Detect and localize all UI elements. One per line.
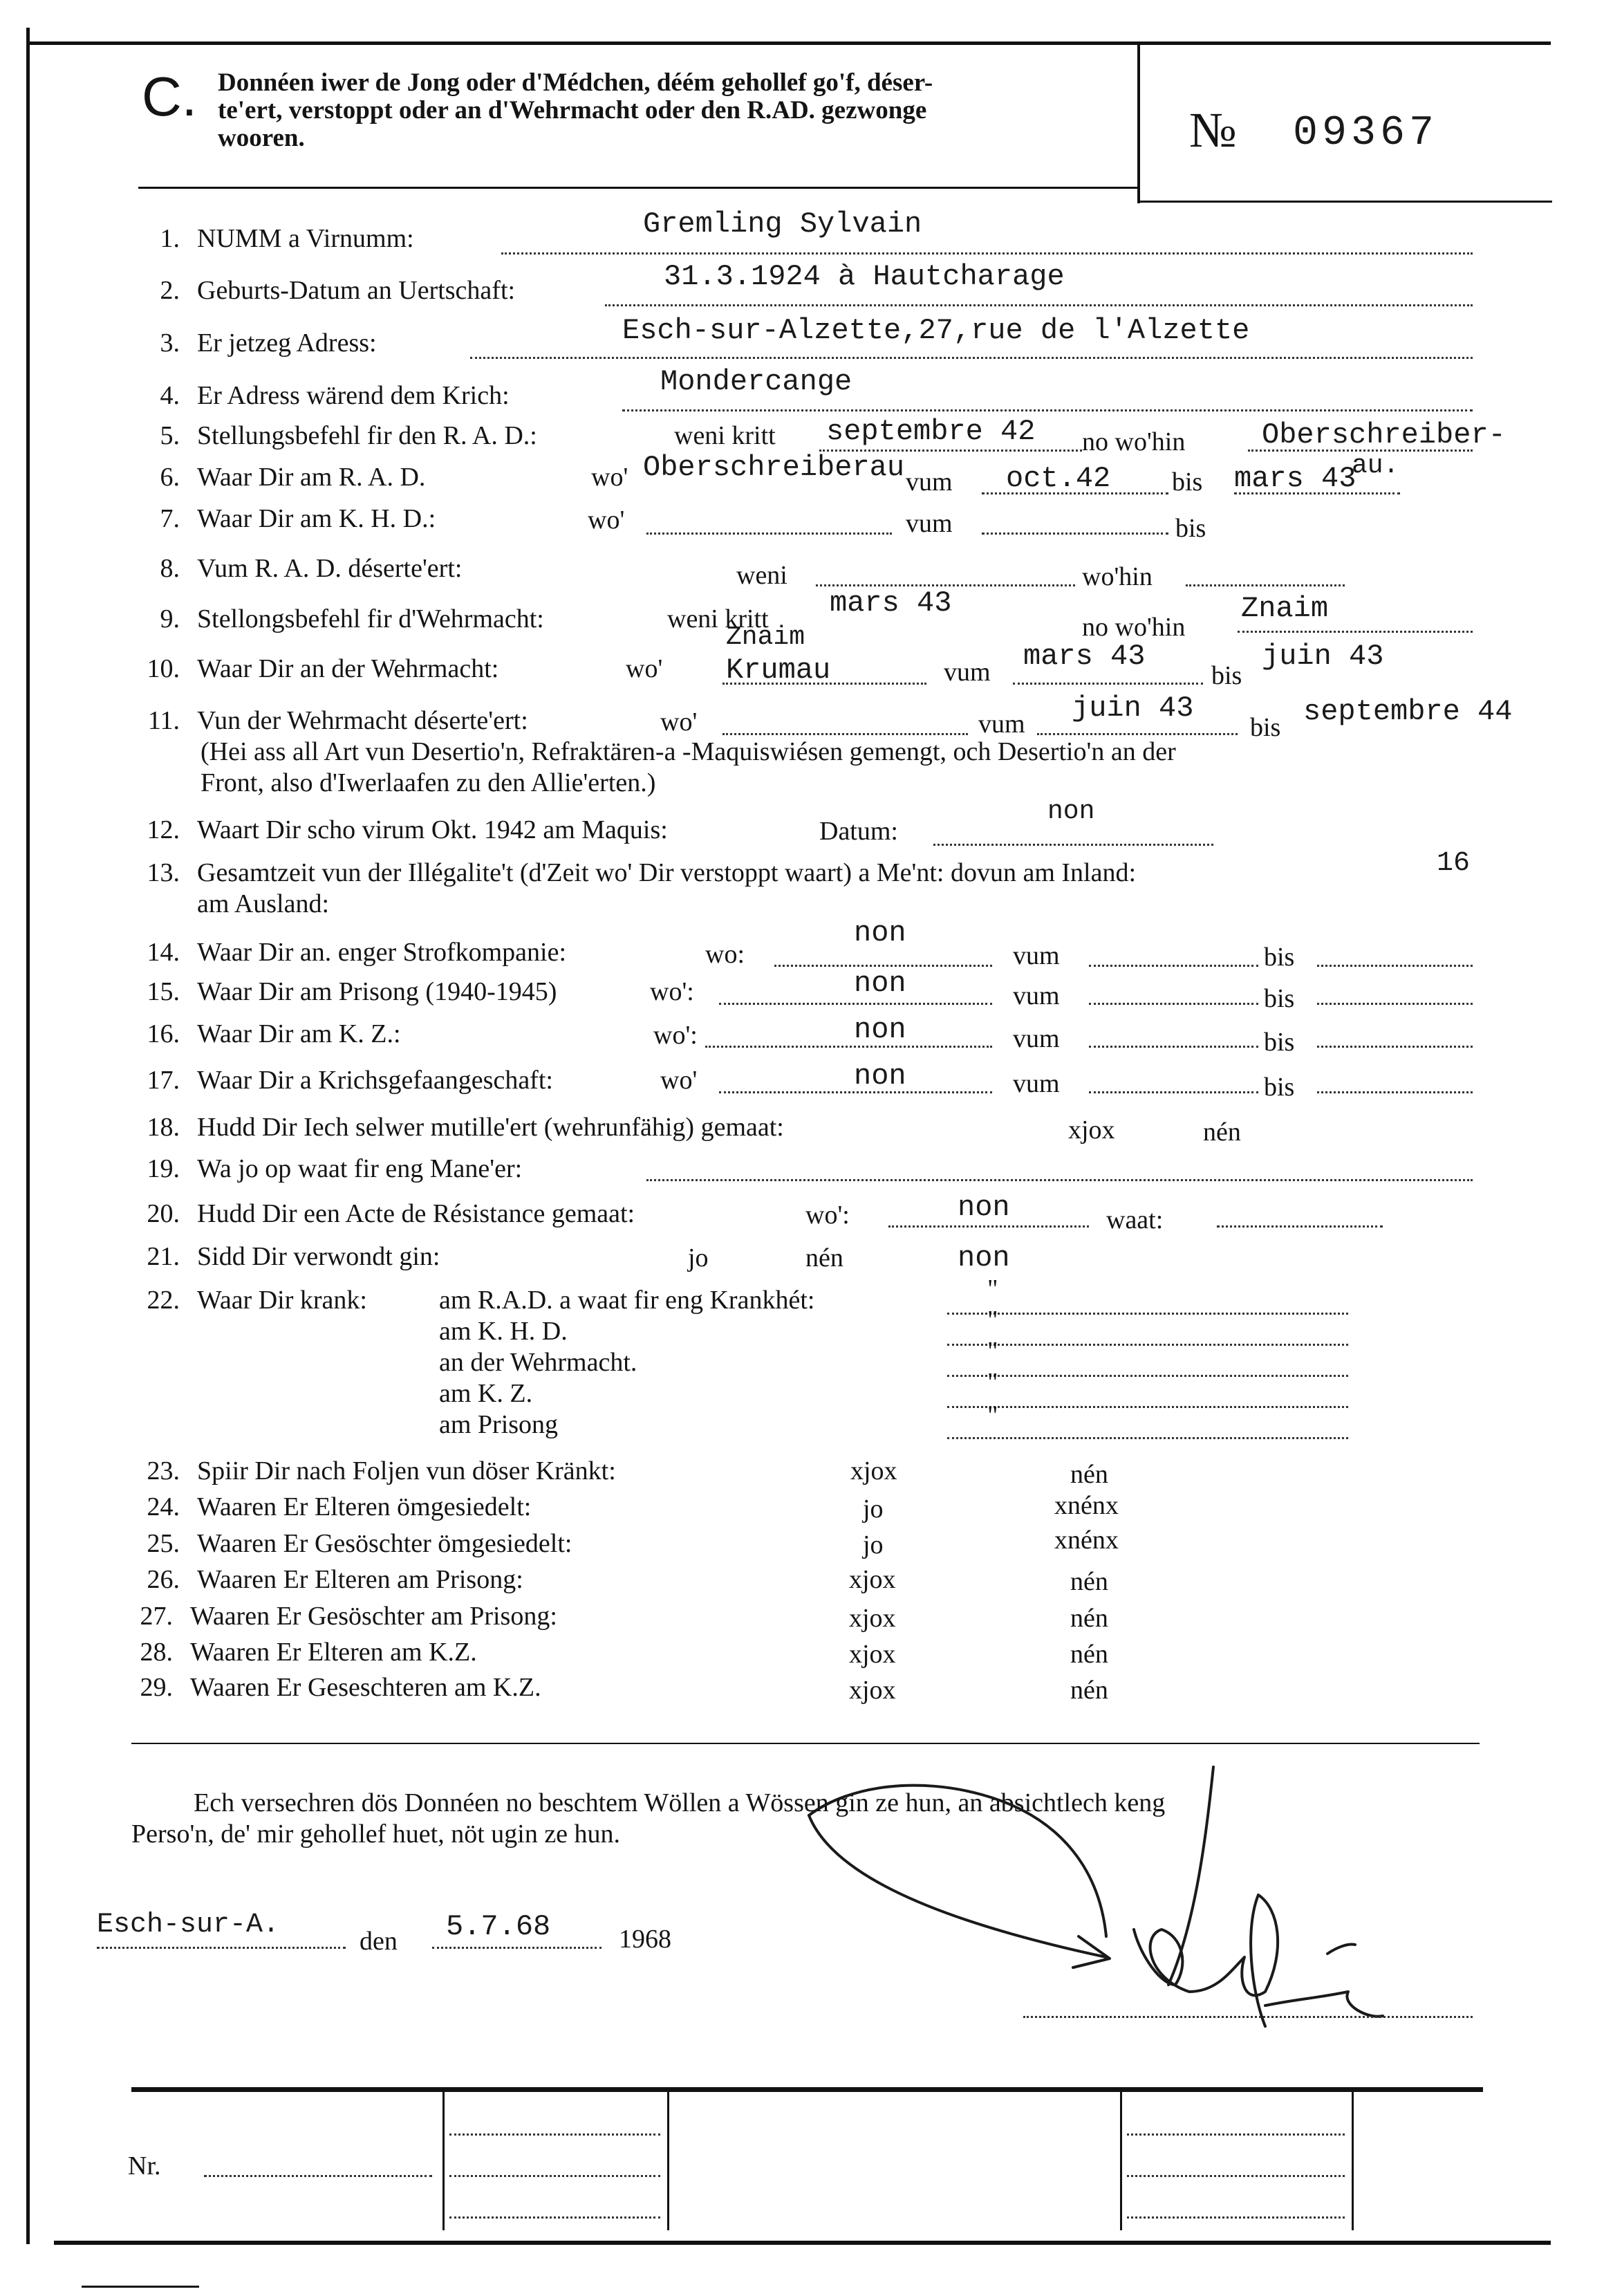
label-bis: bis — [1264, 1028, 1295, 1057]
footer-line — [1127, 2216, 1345, 2219]
label-vum: vum — [906, 467, 953, 497]
answer-line — [1013, 683, 1203, 685]
label-wo: wo' — [660, 707, 698, 737]
footer-line — [449, 2133, 660, 2136]
label-wo: wo': — [650, 977, 694, 1006]
row-label: Waaren Er Elteren ömgesiedelt: — [197, 1492, 532, 1521]
footer-line — [449, 2216, 660, 2219]
illness-khd-label: am K. H. D. — [439, 1317, 568, 1346]
answer-nen: nén — [805, 1243, 843, 1272]
answer-line — [432, 1947, 602, 1949]
left-border — [26, 28, 30, 2244]
number-sign: № — [1189, 102, 1237, 158]
label-wohin: wo'hin — [1082, 562, 1153, 591]
footer-line — [449, 2175, 660, 2177]
row-label: Sidd Dir verwondt gin: — [197, 1242, 440, 1271]
label-wo: wo' — [588, 506, 625, 535]
answer-jo: xjox — [849, 1604, 896, 1633]
label-vum: vum — [1013, 981, 1060, 1010]
label-weni: weni kritt — [667, 604, 769, 633]
answer-address: Esch-sur-Alzette,27,rue de l'Alzette — [622, 314, 1250, 347]
row-number: 5. — [160, 421, 180, 450]
answer-line — [1089, 1003, 1258, 1005]
row-label: Spiir Dir nach Foljen vun döser Kränkt: — [197, 1456, 616, 1485]
declaration-line1: Ech versechren dös Donnéen no beschtem Wöllen a Wössen gin ze hun, an absichtlech keng — [194, 1788, 1166, 1817]
row-label: Waaren Er Gesöschter ömgesiedelt: — [197, 1529, 572, 1558]
label-bis: bis — [1264, 943, 1295, 972]
label-vum: vum — [978, 710, 1025, 739]
row-label: Waar Dir am R. A. D. — [197, 463, 426, 492]
answer-line — [470, 357, 1473, 359]
label-ausland: am Ausland: — [197, 889, 330, 918]
answer-rad-to: mars 43 — [1234, 462, 1356, 495]
footer-nr-line — [204, 2175, 432, 2177]
footer-nr-label: Nr. — [128, 2151, 161, 2181]
footer-col-divider — [667, 2092, 669, 2230]
row-label: Waaren Er Elteren am Prisong: — [197, 1565, 523, 1594]
header-underline-left — [138, 187, 1137, 189]
footer-col-divider — [1352, 2092, 1354, 2230]
label-wohin: no wo'hin — [1082, 613, 1186, 642]
bottom-border — [54, 2241, 1551, 2245]
answer-kz: non — [854, 1013, 906, 1046]
row-label: Waar Dir am Prisong (1940-1945) — [197, 977, 557, 1006]
answer-line — [1217, 1225, 1383, 1228]
footer-line — [1127, 2133, 1345, 2136]
label-bis: bis — [1264, 1073, 1295, 1102]
answer-line — [947, 1313, 1348, 1315]
label-den: den — [360, 1927, 398, 1956]
answer-nen: nén — [1070, 1640, 1108, 1669]
answer-jo: jo — [863, 1530, 884, 1559]
answer-maquis: non — [1047, 797, 1095, 826]
answer-line — [1186, 584, 1345, 586]
row-number: 18. — [147, 1113, 180, 1142]
answer-line — [501, 252, 1473, 254]
answer-rad-order-where: Oberschreiber- — [1262, 418, 1506, 452]
form-number: 09367 — [1293, 110, 1439, 157]
answer-line — [705, 1046, 992, 1048]
row-number: 23. — [147, 1456, 180, 1485]
row-number: 4. — [160, 381, 180, 410]
label-vum: vum — [944, 658, 991, 687]
answer-line — [947, 1406, 1348, 1408]
row-label: Waart Dir scho virum Okt. 1942 am Maquis: — [197, 815, 668, 844]
label-vum: vum — [1013, 1069, 1060, 1098]
ditto-mark: " — [987, 1337, 998, 1366]
answer-line — [1238, 631, 1473, 633]
answer-line — [719, 1003, 992, 1005]
row-label: Hudd Dir Iech selwer mutille'ert (wehrunfähig) gemaat: — [197, 1113, 784, 1142]
answer-nen: nén — [1070, 1567, 1108, 1596]
row-number: 21. — [147, 1242, 180, 1271]
answer-wehrmacht-order-when: mars 43 — [830, 586, 952, 620]
label-vum: vum — [1013, 941, 1060, 970]
row-label: Vun der Wehrmacht déserte'ert: — [197, 706, 528, 735]
row-number: 15. — [147, 977, 180, 1006]
row-number: 2. — [160, 276, 180, 305]
answer-jo: jo — [688, 1243, 709, 1272]
ditto-mark: " — [987, 1368, 998, 1397]
label-weni: weni — [736, 561, 787, 590]
answer-pow: non — [854, 1059, 906, 1093]
answer-penal-company: non — [854, 916, 906, 950]
answer-line — [1037, 733, 1238, 735]
answer-nen: nén — [1203, 1118, 1241, 1147]
row-number: 9. — [160, 604, 180, 633]
label-datum: Datum: — [819, 817, 898, 846]
row-number: 12. — [147, 815, 180, 844]
answer-nen: nén — [1070, 1676, 1108, 1705]
answer-line — [1089, 965, 1258, 967]
bottom-mark — [82, 2286, 199, 2288]
answer-line — [947, 1344, 1348, 1346]
answer-wehrmacht-place: Krumau — [726, 654, 831, 687]
row-label: Stellongsbefehl fir d'Wehrmacht: — [197, 604, 544, 633]
label-wo: wo': — [805, 1201, 850, 1230]
answer-illegality-months: 16 — [1437, 848, 1471, 879]
answer-nen: xnénx — [1054, 1526, 1119, 1555]
label-bis: bis — [1211, 661, 1242, 690]
label-wo: wo: — [705, 940, 745, 969]
label-bis: bis — [1172, 467, 1203, 497]
answer-line — [1317, 1091, 1473, 1093]
row-label: Er jetzeg Adress: — [197, 328, 377, 358]
label-wo: wo' — [591, 463, 628, 492]
signature-date: 5.7.68 — [446, 1910, 551, 1943]
row-number: 17. — [147, 1066, 180, 1095]
answer-line — [947, 1375, 1348, 1377]
answer-wehrmacht-to: juin 43 — [1262, 640, 1384, 673]
row-label: Wa jo op waat fir eng Mane'er: — [197, 1154, 523, 1183]
row-number: 13. — [147, 858, 180, 887]
header-underline-right — [1137, 201, 1552, 203]
answer-wehrmacht-order-where: Znaim — [1241, 592, 1329, 625]
label-bis: bis — [1250, 713, 1281, 742]
answer-jo: xjox — [849, 1565, 896, 1594]
answer-jo: xjox — [849, 1640, 896, 1669]
header-title-line1: Donnéen iwer de Jong oder d'Médchen, déém gehollef go'f, déser- — [218, 68, 933, 97]
row-number: 22. — [147, 1286, 180, 1315]
row-label: Vum R. A. D. déserte'ert: — [197, 554, 463, 583]
row-label: NUMM a Virnumm: — [197, 224, 414, 253]
row11-note-line1: (Hei ass all Art vun Desertio'n, Refraktären-a -Maquiswiésen gemengt, och Desertio'n an der — [200, 737, 1176, 766]
signature-year: 1968 — [619, 1925, 671, 1954]
header-title — [218, 69, 933, 152]
row-number: 1. — [160, 224, 180, 253]
row-label: Waaren Er Gesöschter am Prisong: — [190, 1602, 557, 1631]
label-bis: bis — [1264, 984, 1295, 1013]
answer-desertion-to: septembre 44 — [1303, 695, 1513, 728]
row-label: Er Adress wärend dem Krich: — [197, 381, 510, 410]
row-number: 3. — [160, 328, 180, 358]
ditto-mark: " — [987, 1401, 998, 1430]
answer-line — [1089, 1046, 1258, 1048]
top-border — [26, 41, 1551, 45]
answer-wehrmacht-from: mars 43 — [1023, 640, 1146, 673]
label-vum: vum — [906, 509, 953, 538]
row-label: Stellungsbefehl fir den R. A. D.: — [197, 421, 537, 450]
answer-line — [722, 733, 968, 735]
answer-jo: jo — [863, 1494, 884, 1524]
answer-jo-crossed: xjox — [1068, 1115, 1115, 1145]
illness-prison-label: am Prisong — [439, 1410, 559, 1439]
row-label: Hudd Dir een Acte de Résistance gemaat: — [197, 1199, 635, 1228]
answer-line — [605, 304, 1473, 306]
answer-prison: non — [854, 967, 906, 1000]
answer-line — [947, 1437, 1348, 1439]
label-wohin: no wo'hin — [1082, 427, 1186, 456]
label-vum: vum — [1013, 1024, 1060, 1053]
answer-line — [97, 1947, 346, 1949]
row-label: Waar Dir a Krichsgefaangeschaft: — [197, 1066, 553, 1095]
answer-line — [622, 409, 1473, 411]
row-number: 28. — [140, 1638, 173, 1667]
label-waat: waat: — [1106, 1205, 1164, 1234]
row-number: 26. — [147, 1565, 180, 1594]
header-divider — [1137, 43, 1140, 203]
answer-war-address: Mondercange — [660, 365, 852, 398]
illness-rad-label: am R.A.D. a waat fir eng Krankhét: — [439, 1286, 815, 1315]
row-number: 8. — [160, 554, 180, 583]
answer-rad-order-when: septembre 42 — [826, 415, 1036, 448]
answer-line — [982, 533, 1168, 535]
row-number: 14. — [147, 938, 180, 967]
row-label: Waar Dir an der Wehrmacht: — [197, 654, 499, 683]
label-bis: bis — [1175, 514, 1206, 543]
answer-line — [1317, 965, 1473, 967]
row-number: 20. — [147, 1199, 180, 1228]
answer-line — [1089, 1091, 1258, 1093]
label-wo: wo': — [653, 1021, 698, 1050]
answer-wehrmacht-place-note: Znaim — [726, 622, 805, 652]
answer-line — [888, 1225, 1089, 1228]
signature-line — [1023, 2016, 1473, 2018]
answer-rad-note: au. — [1352, 451, 1399, 481]
illness-kz-label: am K. Z. — [439, 1379, 533, 1408]
answer-rad-place: Oberschreiberau — [643, 451, 905, 484]
row-label: Waar Dir krank: — [197, 1286, 367, 1315]
answer-rad-from: oct.42 — [1006, 462, 1111, 495]
ditto-mark: " — [987, 1275, 998, 1304]
row-number: 7. — [160, 504, 180, 533]
row-label: Waaren Er Elteren am K.Z. — [190, 1638, 477, 1667]
answer-line — [646, 1179, 1473, 1181]
answer-line — [933, 844, 1213, 846]
row-number: 19. — [147, 1154, 180, 1183]
row-number: 16. — [147, 1019, 180, 1048]
header-title-line3: wooren. — [218, 124, 305, 152]
footer-line — [1127, 2175, 1345, 2177]
label-weni: weni kritt — [674, 421, 776, 450]
label-wo: wo' — [660, 1066, 698, 1095]
answer-jo: xjox — [850, 1456, 897, 1485]
row-number: 10. — [147, 654, 180, 683]
header-title-line2: te'ert, verstoppt oder an d'Wehrmacht oder den R.AD. gezwonge — [218, 96, 927, 124]
section-separator — [131, 1743, 1480, 1744]
row-label: Waaren Er Geseschteren am K.Z. — [190, 1673, 541, 1702]
row-label: Geburts-Datum an Uertschaft: — [197, 276, 516, 305]
row-number: 25. — [147, 1529, 180, 1558]
row11-note-line2: Front, also d'Iwerlaafen zu den Allie'erten.) — [200, 768, 656, 797]
illness-wehrmacht-label: an der Wehrmacht. — [439, 1348, 637, 1377]
row-number: 11. — [147, 706, 180, 735]
signature-place: Esch-sur-A. — [97, 1909, 280, 1941]
row-number: 6. — [160, 463, 180, 492]
footer-top-rule — [131, 2087, 1483, 2092]
answer-wounded: non — [958, 1241, 1010, 1275]
row-label: Waar Dir am K. H. D.: — [197, 504, 436, 533]
answer-line — [646, 533, 892, 535]
answer-resistance: non — [958, 1191, 1010, 1224]
answer-nen: nén — [1070, 1604, 1108, 1633]
row-number: 27. — [140, 1602, 173, 1631]
declaration-line2: Perso'n, de' mir gehollef huet, nöt ugin ze hun. — [131, 1820, 621, 1849]
row-number: 24. — [147, 1492, 180, 1521]
ditto-mark: " — [987, 1306, 998, 1335]
answer-nen: nén — [1070, 1460, 1108, 1489]
answer-line — [1317, 1003, 1473, 1005]
row-label: Waar Dir an. enger Strofkompanie: — [197, 938, 567, 967]
footer-col-divider — [1120, 2092, 1122, 2230]
label-wo: wo' — [626, 654, 663, 683]
row-number: 29. — [140, 1673, 173, 1702]
answer-nen: xnénx — [1054, 1491, 1119, 1520]
section-letter: C. — [142, 66, 197, 127]
row-label: Waar Dir am K. Z.: — [197, 1019, 401, 1048]
footer-col-divider — [442, 2092, 445, 2230]
answer-name: Gremling Sylvain — [643, 207, 922, 241]
answer-jo: xjox — [849, 1676, 896, 1705]
answer-desertion-from: juin 43 — [1072, 692, 1194, 725]
answer-line — [1317, 1046, 1473, 1048]
row-label: Gesamtzeit vun der Illégalite't (d'Zeit wo' Dir verstoppt waart) a Me'nt: dovun am Inland: — [197, 858, 1137, 887]
answer-birth: 31.3.1924 à Hautcharage — [664, 260, 1065, 293]
